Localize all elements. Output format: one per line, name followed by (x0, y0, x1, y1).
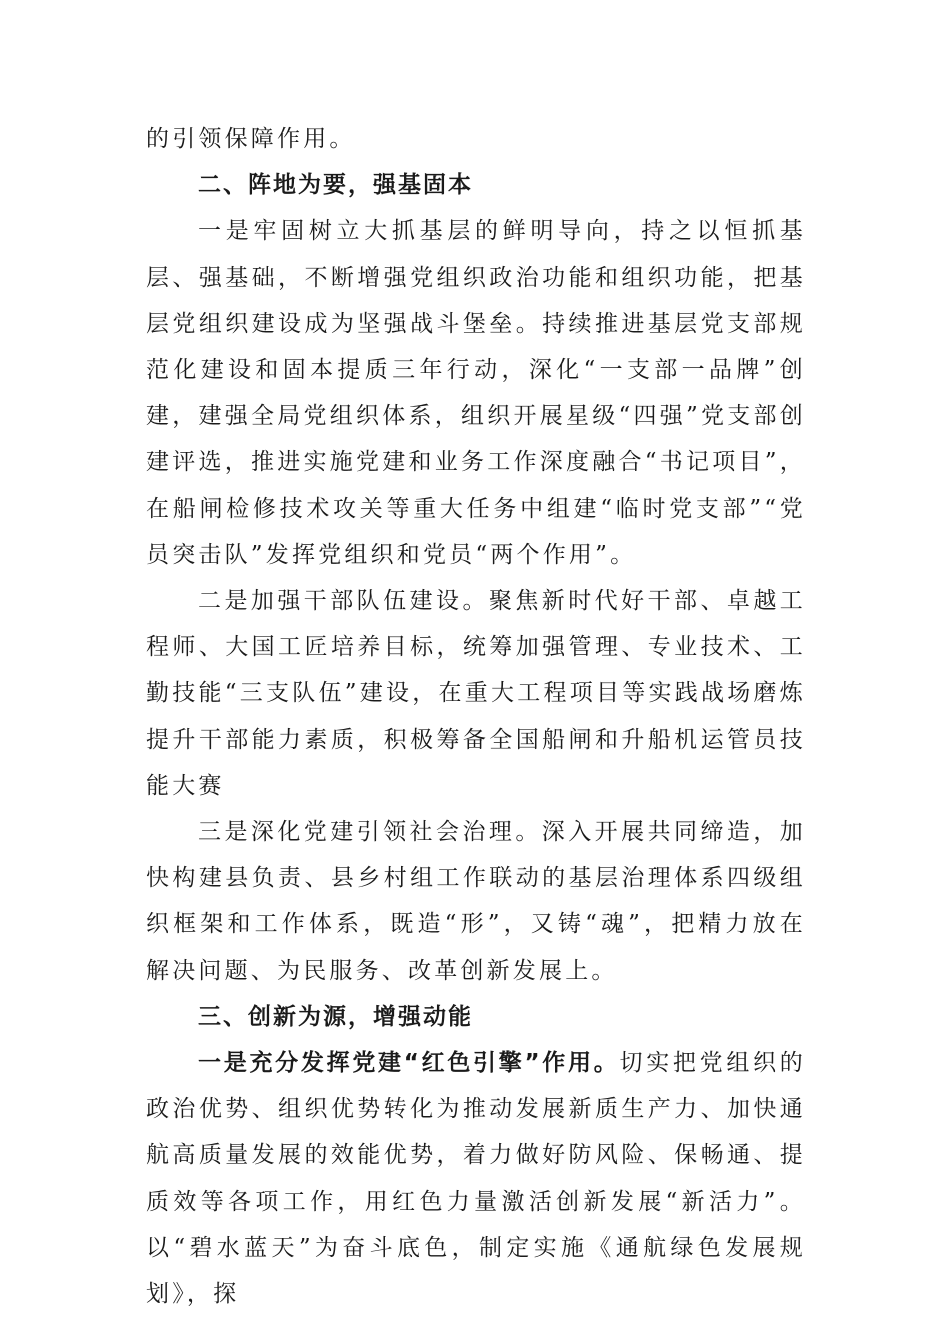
paragraph-grassroots: 一是牢固树立大抓基层的鲜明导向，持之以恒抓基层、强基础，不断增强党组织政治功能和组织功能，把基层党组织建设成为坚强战斗堡垒。持续推进基层党支部规范化建设和固本提质三年行动，深化“一支部一品牌”创建，建强全局党组织体系，组织开展星级“四强”党支部创建评选，推进实施党建和业务工作深度融合“书记项目”，在船闸检修技术攻关等重大任务中组建“临时党支部”“党员突击队”发挥党组织和党员“两个作用”。 (146, 218, 806, 568)
paragraph-body-text: 切实把党组织的政治优势、组织优势转化为推动发展新质生产力、加快通航高质量发展的效能优势，着力做好防风险、保畅通、提质效等各项工作，用红色力量激活创新发展“新活力”。以“碧水蓝天”为奋斗底色，制定实施《通航绿色发展规划》，探 (146, 1050, 806, 1308)
paragraph-social-governance: 三是深化党建引领社会治理。深入开展共同缔造，加快构建县负责、县乡村组工作联动的基层治理体系四级组织框架和工作体系，既造“形”，又铸“魂”，把精力放在解决问题、为民服务、改革创新发展上。 (146, 819, 806, 984)
section-heading-3: 三、创新为源，增强动能 (198, 1003, 473, 1030)
paragraph-red-engine (146, 1040, 806, 1317)
paragraph-cadre-team: 二是加强干部队伍建设。聚焦新时代好干部、卓越工程师、大国工匠培养目标，统筹加强管理、专业技术、工勤技能“三支队伍”建设，在重大工程项目等实践战场磨炼提升干部能力素质，积极筹备全国船闸和升船机运管员技能大赛 (146, 588, 806, 799)
section-heading-2: 二、阵地为要，强基固本 (198, 172, 473, 199)
document-page (146, 116, 806, 1317)
paragraph-lead-sentence: 一是充分发挥党建“红色引擎”作用。 (198, 1050, 620, 1077)
paragraph-continuation: 的引领保障作用。 (146, 126, 356, 152)
